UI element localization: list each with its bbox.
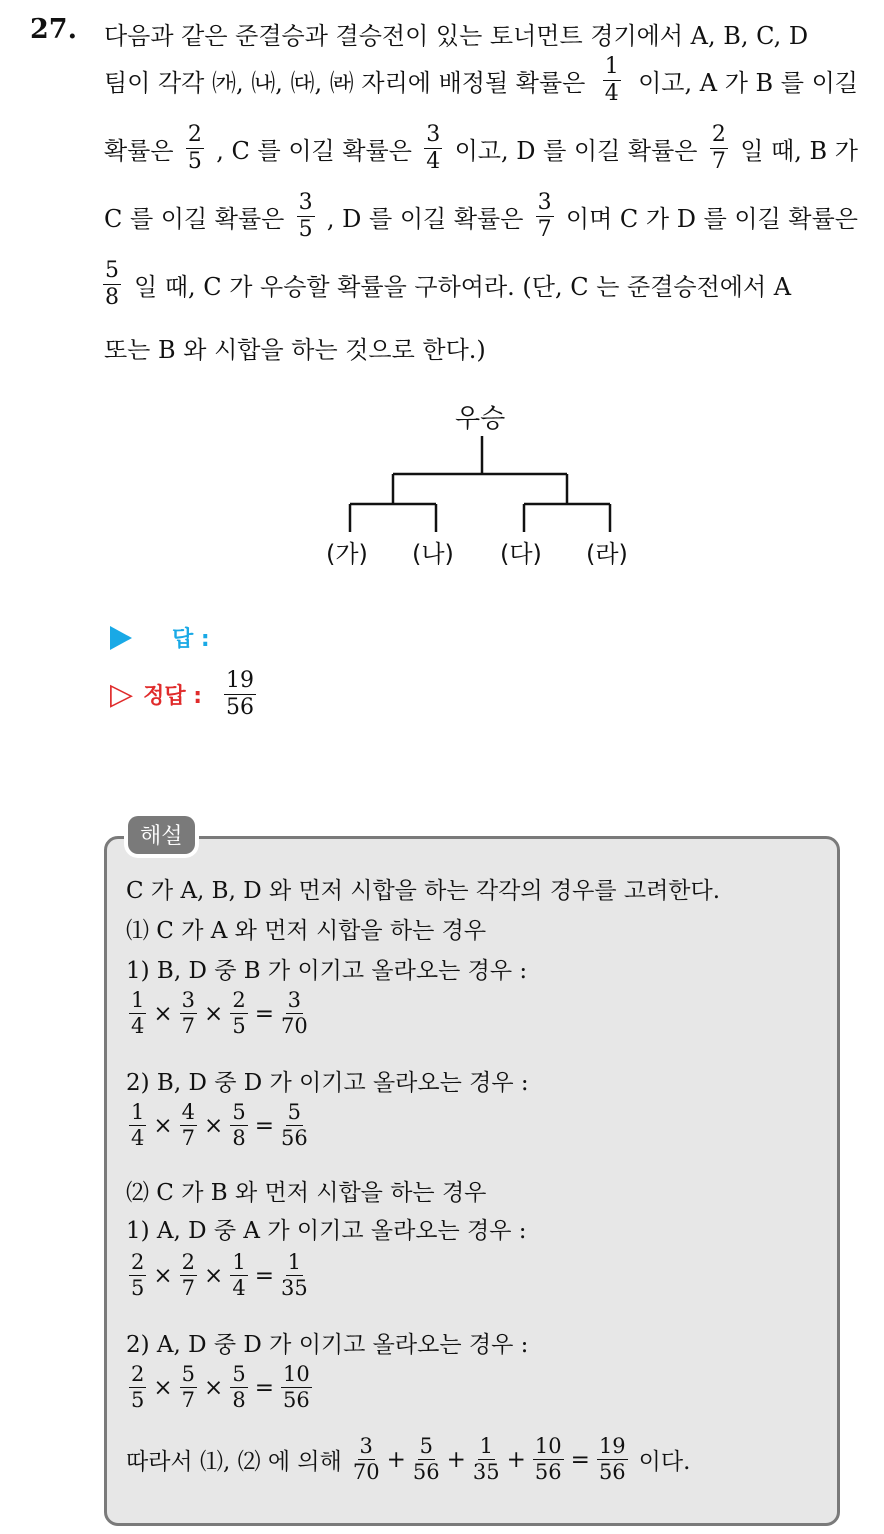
fraction: $\frac{2}{7}$: [711, 122, 726, 174]
fraction: $\frac{3}{7}$: [537, 190, 552, 242]
problem-line-2: [104, 56, 858, 105]
case1-sub2: 2) B, D 중 D 가 이기고 올라오는 경우 :: [126, 1070, 529, 1096]
answer-row: [110, 622, 210, 653]
case2-title: ⑵ C 가 B 와 먼저 시합을 하는 경우: [126, 1180, 487, 1206]
problem-text: , D 를 이길 확률은: [326, 205, 524, 233]
case1-title: ⑴ C 가 A 와 먼저 시합을 하는 경우: [126, 918, 487, 944]
slot-ga: (가): [326, 540, 368, 568]
answer-label: 답 :: [172, 627, 210, 652]
winner-label: 우승: [455, 404, 506, 434]
case1-eq2: $\frac{1}{4}$ × $\frac{4}{7}$ × $\frac{5}{8}$ = $\frac{5}{56}$: [131, 1100, 308, 1150]
tournament-bracket: [320, 398, 650, 578]
slot-ra: (라): [586, 540, 628, 568]
case2-sub2: 2) A, D 중 D 가 이기고 올라오는 경우 :: [126, 1332, 529, 1358]
fraction: $\frac{3}{4}$: [426, 122, 441, 174]
problem-line-5: [98, 260, 858, 309]
problem-text: 이고, D 를 이길 확률은: [454, 137, 698, 165]
final-equation: 따라서 ⑴, ⑵ 에 의해 $\frac{3}{70}$ + $\frac{5}{56}$ + $\frac{1}{35}$ + $\frac{10}{56}$ = $\frac{19}{56}$ 이다.: [126, 1434, 691, 1484]
case2-eq1: $\frac{2}{5}$ × $\frac{2}{7}$ × $\frac{1}{4}$ = $\frac{1}{35}$: [131, 1250, 308, 1300]
problem-line-1: [104, 16, 858, 51]
fraction: $\frac{3}{5}$: [298, 190, 313, 242]
fraction: $\frac{5}{8}$: [105, 258, 119, 310]
correct-answer-row: [110, 670, 261, 719]
slot-na: (나): [412, 540, 454, 568]
slot-da: (다): [500, 540, 542, 568]
problem-text: , C 를 이길 확률은: [216, 137, 412, 165]
problem-text: 다음과 같은 준결승과 결승전이 있는 토너먼트 경기에서 A, B, C, D: [104, 22, 809, 50]
question-number: 27.: [30, 14, 77, 45]
problem-text: 또는 B 와 시합을 하는 것으로 한다.): [104, 336, 486, 364]
solution-intro: C 가 A, B, D 와 먼저 시합을 하는 각각의 경우를 고려한다.: [126, 878, 721, 904]
fraction: $\frac{1}{4}$: [604, 54, 619, 106]
correct-answer-fraction: $\frac{19}{56}$: [226, 668, 255, 720]
outline-triangle-icon: ▷: [110, 676, 134, 712]
problem-text: C 를 이길 확률은: [104, 205, 285, 233]
case2-sub1: 1) A, D 중 A 가 이기고 올라오는 경우 :: [126, 1218, 527, 1244]
solution-tag: 해설: [128, 816, 195, 854]
fraction: $\frac{2}{5}$: [187, 122, 202, 174]
problem-text: 일 때, C 가 우승할 확률을 구하여라. (단, C 는 준결승전에서 A: [134, 273, 792, 301]
play-triangle-icon: [110, 626, 132, 650]
case2-eq2: $\frac{2}{5}$ × $\frac{5}{7}$ × $\frac{5}{8}$ = $\frac{10}{56}$: [131, 1362, 310, 1412]
problem-text: 일 때, B 가: [740, 137, 858, 165]
bracket-lines: [320, 398, 650, 538]
problem-text: 이며 C 가 D 를 이길 확률은: [565, 205, 858, 233]
case1-sub1: 1) B, D 중 B 가 이기고 올라오는 경우 :: [126, 958, 528, 984]
problem-text: 팀이 각각 ㈎, ㈏, ㈐, ㈑ 자리에 배정될 확률은: [104, 69, 586, 97]
case1-eq1: $\frac{1}{4}$ × $\frac{3}{7}$ × $\frac{2}{5}$ = $\frac{3}{70}$: [131, 988, 308, 1038]
problem-line-6: [104, 330, 858, 365]
problem-text: 이고, A 가 B 를 이길: [638, 69, 858, 97]
correct-answer-label: 정답 :: [143, 684, 203, 709]
problem-text: 확률은: [104, 137, 174, 165]
problem-line-4: [104, 192, 858, 241]
problem-line-3: [104, 124, 858, 173]
